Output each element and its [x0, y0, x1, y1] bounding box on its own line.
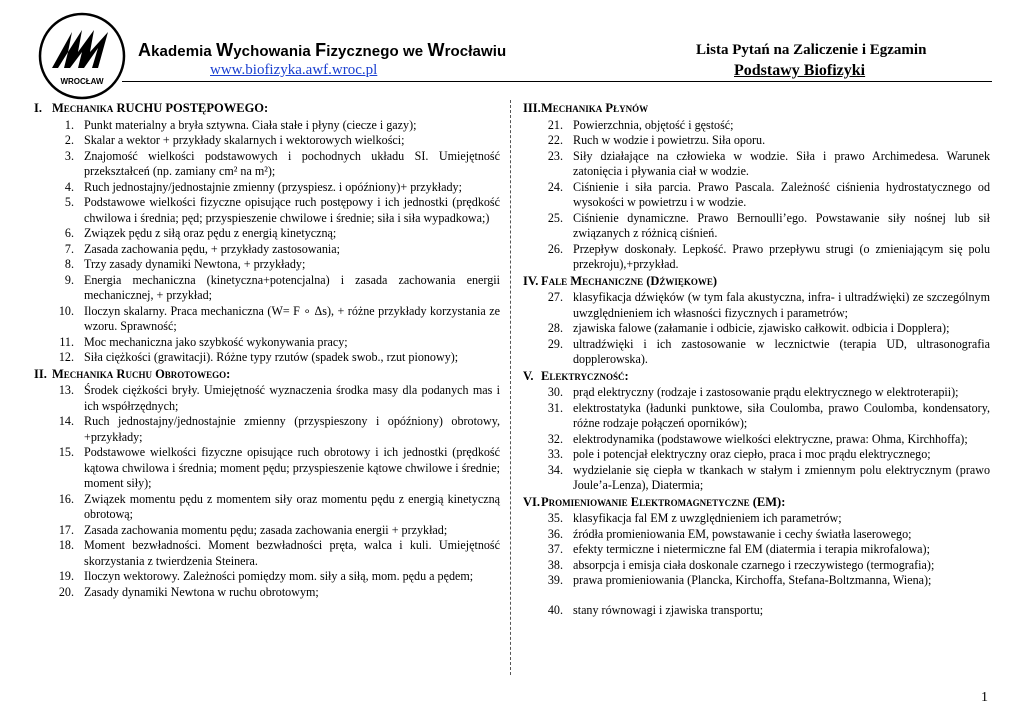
- question-text: Siły działające na człowieka w wodzie. Siła i prawo Archimedesa. Warunek zatonięcia i pływania ciał w wodzie.: [573, 148, 990, 178]
- question-item: [34, 180, 500, 196]
- institution-name: [138, 40, 506, 61]
- question-item: [523, 133, 990, 149]
- question-text: Związek pędu z siłą oraz pędu z energią kinetyczną;: [84, 226, 337, 240]
- question-text: prąd elektryczny (rodzaje i zastosowanie prądu elektrycznego w elektroterapii);: [573, 385, 959, 399]
- question-number: 17.: [58, 522, 74, 537]
- question-number: 33.: [547, 447, 563, 461]
- question-text: Środek ciężkości bryły. Umiejętność wyznaczenia środka masy dla podanych mas i ich współrzędnych;: [84, 383, 500, 413]
- question-number: 36.: [547, 526, 563, 541]
- question-item: [523, 527, 990, 543]
- section-title: (: [643, 273, 651, 288]
- question-item: [34, 335, 500, 351]
- question-text: Energia mechaniczna (kinetyczna+potencjalna) i zasada zachowania energii mechanicznej, + przykład;: [84, 272, 500, 302]
- question-text: Ciśnienie dynamiczne. Prawo Bernoulli’ego. Powstawanie siły nośnej lub sił związanych z różnicą ciśnień.: [573, 210, 990, 240]
- section-title: Mechanika: [52, 101, 114, 115]
- section-heading: [34, 367, 500, 383]
- question-number: 11.: [59, 334, 74, 349]
- question-text: Skalar a wektor + przykłady skalarnych i wektorowych wielkości;: [84, 133, 405, 147]
- question-text: Przepływ doskonały. Lepkość. Prawo przepływu strugi (o zmieniającym się polu przekroju),+przykład.: [573, 241, 990, 271]
- section-title: Mechanika Ruchu Obrotowego: [52, 366, 227, 381]
- awf-logo: [38, 12, 126, 100]
- website-link[interactable]: www.biofizyka.awf.wroc.pl: [210, 62, 378, 78]
- section-title: Fale Mechaniczne: [541, 273, 644, 288]
- institution-word-rest: rocławiu: [444, 43, 507, 60]
- section-number: II.: [34, 366, 47, 381]
- question-text: elektrostatyka (ładunki punktowe, siła Coulomba, prawo Coulomba, kondensatory, różne rodzaje połączeń oporników);: [573, 400, 990, 430]
- institution-initial: A: [138, 40, 152, 60]
- question-number: 1.: [64, 117, 74, 132]
- question-text: klasyfikacja dźwięków (w tym fala akustyczna, infra- i ultradźwięki) ze szczególnym uwzględnieniem ich własności fizycznych i parametrów;: [573, 290, 990, 320]
- question-number: 40.: [547, 602, 563, 617]
- question-item: [523, 573, 990, 589]
- question-item: [523, 463, 990, 494]
- question-number: 5.: [64, 195, 74, 209]
- section-title: :: [226, 366, 231, 381]
- question-text: elektrodynamika (podstawowe wielkości elektryczne, prawa: Ohma, Kirchhoffa);: [573, 431, 968, 446]
- question-item: [34, 195, 500, 226]
- question-text: Trzy zasady dynamiki Newtona, + przykłady;: [84, 257, 306, 271]
- question-text: prawa promieniowania (Plancka, Kirchoffa, Stefana-Boltzmanna, Wiena);: [573, 573, 932, 587]
- question-text: Zasada zachowania pędu, + przykłady zastosowania;: [84, 241, 340, 256]
- section-heading: [34, 101, 500, 117]
- section-title: Mechanika Płynów: [541, 101, 649, 115]
- question-item: [523, 211, 990, 242]
- question-item: [523, 242, 990, 273]
- question-number: 37.: [547, 542, 563, 556]
- page-number: 1: [981, 690, 988, 705]
- section-heading: [523, 369, 990, 385]
- question-text: efekty termiczne i nietermiczne fal EM (diatermia i terapia mikrofalowa);: [573, 542, 930, 556]
- question-item: [34, 273, 500, 304]
- question-text: Znajomość wielkości podstawowych i pochodnych układu SI. Umiejętność przekształceń (np. zamiany cm² na m²);: [84, 148, 500, 178]
- question-number: 9.: [64, 272, 74, 287]
- question-text: Ruch jednostajny/jednostajnie zmienny (przyspiesz. i opóźniony)+ przykłady;: [84, 179, 462, 194]
- question-number: 25.: [547, 210, 563, 225]
- question-number: 34.: [547, 462, 563, 477]
- question-item: [523, 432, 990, 448]
- question-item: [34, 492, 500, 523]
- institution-initial: W: [216, 40, 234, 60]
- question-text: Punkt materialny a bryła sztywna. Ciała stałe i płyny (ciecze i gazy);: [84, 117, 417, 132]
- question-number: 26.: [547, 241, 563, 256]
- question-number: 21.: [547, 117, 563, 132]
- section-number: III.: [523, 101, 541, 115]
- question-number: 20.: [58, 584, 74, 599]
- section-heading: [523, 274, 990, 290]
- question-text: absorpcja i emisja ciała doskonale czarnego i rzeczywistego (termografia);: [573, 557, 935, 572]
- question-item: [523, 337, 990, 368]
- question-number: 35.: [547, 511, 563, 525]
- question-number: 19.: [58, 569, 74, 583]
- question-number: 4.: [64, 179, 74, 194]
- question-text: ultradźwięki i ich zastosowanie w lecznictwie (terapia UD, ultrasonografia dopplerowska).: [573, 336, 990, 366]
- question-item: [34, 118, 500, 134]
- question-number: 31.: [547, 400, 563, 415]
- spacer: [523, 589, 990, 603]
- question-text: Moment bezwładności. Moment bezwładności pręta, walca i kuli. Umiejętność skorzystania z twierdzenia Steinera.: [84, 538, 500, 568]
- question-item: [34, 569, 500, 585]
- question-text: Powierzchnia, objętość i gęstość;: [573, 117, 734, 132]
- institution-initial: W: [427, 40, 445, 60]
- question-number: 8.: [64, 257, 74, 271]
- question-number: 7.: [64, 241, 74, 256]
- right-column: [523, 100, 990, 618]
- question-text: zjawiska falowe (załamanie i odbicie, zjawisko całkowit. odbicia i Dopplera);: [573, 321, 950, 335]
- question-text: Zasada zachowania momentu pędu; zasada zachowania energii + przykład;: [84, 522, 448, 537]
- question-item: [523, 401, 990, 432]
- section-heading: [523, 495, 990, 511]
- question-text: Związek momentu pędu z momentem siły oraz momentu pędu z energią kinetyczną obrotową;: [84, 491, 500, 521]
- question-text: Podstawowe wielkości fizyczne opisujące ruch postępowy i ich jednostki (prędkość chwilowa i średnia; pęd; przyspieszenie chwilowe i średnie; siła i siła wypadkowa;): [84, 195, 500, 225]
- header-rule: [122, 81, 992, 82]
- section-title: Dźwiękowe: [650, 273, 713, 288]
- question-item: [34, 585, 500, 601]
- question-number: 6.: [64, 226, 74, 240]
- question-text: Ruch jednostajny/jednostajnie zmienny (przyspieszony i opóźniony) obrotowy, +przykłady;: [84, 414, 500, 444]
- question-item: [34, 226, 500, 242]
- question-item: [34, 383, 500, 414]
- question-item: [34, 414, 500, 445]
- question-number: 14.: [58, 414, 74, 428]
- question-number: 38.: [547, 557, 563, 572]
- left-column: [34, 100, 500, 600]
- question-item: [523, 321, 990, 337]
- question-text: źródła promieniowania EM, powstawanie i cechy światła laserowego;: [573, 526, 912, 541]
- question-number: 10.: [58, 303, 74, 318]
- question-number: 24.: [547, 179, 563, 194]
- question-text: Iloczyn wektorowy. Zależności pomiędzy mom. siły a siłą, mom. pędu a pędem;: [84, 569, 474, 583]
- question-item: [523, 118, 990, 134]
- question-number: 2.: [64, 133, 74, 147]
- question-number: 30.: [547, 385, 563, 399]
- question-item: [34, 242, 500, 258]
- section-title: Promieniowanie Elektromagnetyczne: [541, 494, 750, 509]
- section-title: RUCHU POSTĘPOWEGO:: [113, 101, 269, 115]
- question-item: [34, 445, 500, 492]
- question-item: [523, 511, 990, 527]
- section-number: VI.: [523, 494, 541, 509]
- question-item: [523, 603, 990, 619]
- subject-title: Podstawy Biofizyki: [734, 62, 866, 79]
- question-number: 13.: [58, 383, 74, 397]
- question-text: stany równowagi i zjawiska transportu;: [573, 602, 764, 617]
- question-number: 23.: [547, 148, 563, 163]
- question-item: [34, 523, 500, 539]
- question-number: 18.: [58, 538, 74, 552]
- question-item: [523, 558, 990, 574]
- institution-word-rest: kademia: [151, 43, 217, 60]
- section-title: (EM):: [749, 494, 786, 509]
- logo-text: WROCŁAW: [60, 77, 104, 86]
- question-text: Moc mechaniczna jako szybkość wykonywania pracy;: [84, 334, 348, 349]
- question-item: [34, 538, 500, 569]
- question-text: Iloczyn skalarny. Praca mechaniczna (W= F ∘ Δs), + różne przykłady korzystania ze wzoru. Sprawność;: [84, 303, 500, 333]
- question-text: wydzielanie się ciepła w tkankach w stałym i zmiennym polu elektrycznym (prawo Joule’a-Lenza), Diatermia;: [573, 462, 990, 492]
- institution-initial: F: [315, 40, 327, 60]
- question-item: [34, 257, 500, 273]
- question-number: 3.: [64, 148, 74, 163]
- question-item: [523, 385, 990, 401]
- question-number: 22.: [547, 133, 563, 147]
- question-number: 39.: [547, 573, 563, 587]
- question-text: Zasady dynamiki Newtona w ruchu obrotowym;: [84, 584, 319, 599]
- question-text: Podstawowe wielkości fizyczne opisujące ruch obrotowy i ich jednostki (prędkość kątowa chwilowa i średnia; moment pędu; przyspieszenie kątowe chwilowe i średnie; moment siły);: [84, 445, 500, 490]
- question-item: [34, 149, 500, 180]
- section-number: IV.: [523, 273, 539, 288]
- question-item: [523, 180, 990, 211]
- section-number: V.: [523, 368, 534, 383]
- institution-word-rest: ychowania: [233, 43, 316, 60]
- question-item: [34, 133, 500, 149]
- question-item: [523, 542, 990, 558]
- question-text: klasyfikacja fal EM z uwzględnieniem ich parametrów;: [573, 511, 842, 525]
- section-title: ): [712, 273, 718, 288]
- question-number: 27.: [547, 290, 563, 304]
- institution-word-rest: izycznego we: [326, 43, 428, 60]
- question-number: 16.: [58, 491, 74, 506]
- column-divider: [510, 100, 511, 675]
- question-number: 29.: [547, 336, 563, 351]
- question-text: Ciśnienie i siła parcia. Prawo Pascala. Zależność ciśnienia hydrostatycznego od wysokości w powietrzu i w wodzie.: [573, 179, 990, 209]
- question-item: [523, 290, 990, 321]
- section-title: :: [624, 368, 629, 383]
- section-heading: [523, 101, 990, 117]
- question-item: [34, 350, 500, 366]
- section-title: Elektryczność: [541, 368, 625, 383]
- question-item: [34, 304, 500, 335]
- question-item: [523, 447, 990, 463]
- document-title: Lista Pytań na Zaliczenie i Egzamin: [696, 42, 927, 58]
- question-text: pole i potencjał elektryczny oraz ciepło, praca i moc prądu elektrycznego;: [573, 447, 931, 461]
- section-number: I.: [34, 101, 42, 115]
- question-item: [523, 149, 990, 180]
- question-number: 12.: [58, 350, 74, 364]
- question-text: Siła ciężkości (grawitacji). Różne typy rzutów (spadek swob., rzut pionowy);: [84, 350, 459, 364]
- question-number: 28.: [547, 321, 563, 335]
- question-number: 32.: [547, 431, 563, 446]
- question-text: Ruch w wodzie i powietrzu. Siła oporu.: [573, 133, 766, 147]
- question-number: 15.: [58, 445, 74, 459]
